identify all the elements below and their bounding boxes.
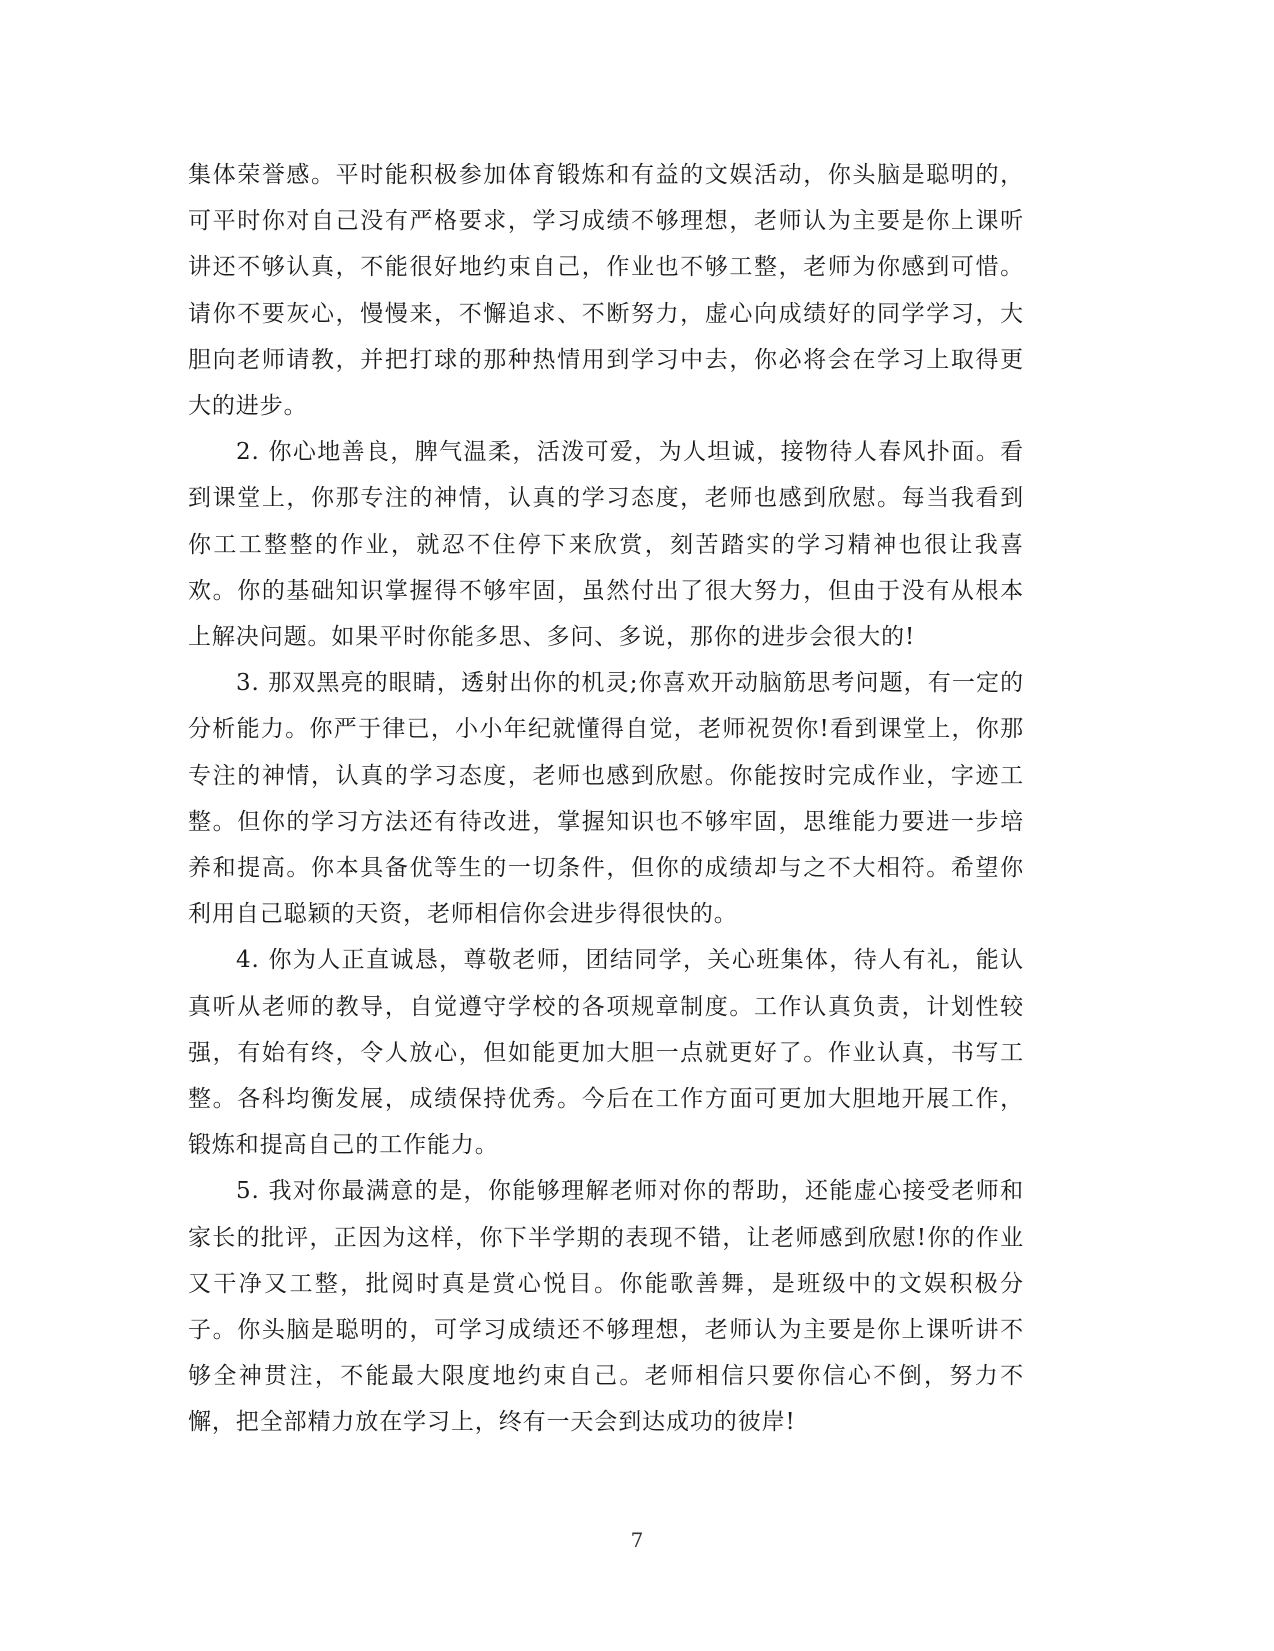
- paragraph-comment-3: 3. 那双黑亮的眼睛，透射出你的机灵;你喜欢开动脑筋思考问题，有一定的分析能力。你严于律已，小小年纪就懂得自觉，老师祝贺你!看到课堂上，你那专注的神情，认真的学习态度，老师也感到欣慰。你能按时完成作业，字迹工整。但你的学习方法还有待改进，掌握知识也不够牢固，思维能力要进一步培养和提高。你本具备优等生的一切条件，但你的成绩却与之不大相符。希望你利用自己聪颖的天资，老师相信你会进步得很快的。: [188, 670, 1024, 928]
- paragraph-comment-4: 4. 你为人正直诚恳，尊敬老师，团结同学，关心班集体，待人有礼，能认真听从老师的教导，自觉遵守学校的各项规章制度。工作认真负责，计划性较强，有始有终，令人放心，但如能更加大胆一点就更好了。作业认真，书写工整。各科均衡发展，成绩保持优秀。今后在工作方面可更加大胆地开展工作，锻炼和提高自己的工作能力。: [188, 947, 1024, 1159]
- document-body: [188, 152, 1024, 1446]
- paragraph-comment-2: 2. 你心地善良，脾气温柔，活泼可爱，为人坦诚，接物待人春风扑面。看到课堂上，你那专注的神情，认真的学习态度，老师也感到欣慰。每当我看到你工工整整的作业，就忍不住停下来欣赏，刻苦踏实的学习精神也很让我喜欢。你的基础知识掌握得不够牢固，虽然付出了很大努力，但由于没有从根本上解决问题。如果平时你能多思、多问、多说，那你的进步会很大的!: [188, 439, 1024, 651]
- page-number: 7: [630, 1528, 644, 1552]
- paragraph-continued: 集体荣誉感。平时能积极参加体育锻炼和有益的文娱活动，你头脑是聪明的，可平时你对自己没有严格要求，学习成绩不够理想，老师认为主要是你上课听讲还不够认真，不能很好地约束自己，作业也不够工整，老师为你感到可惜。请你不要灰心，慢慢来，不懈追求、不断努力，虚心向成绩好的同学学习，大胆向老师请教，并把打球的那种热情用到学习中去，你必将会在学习上取得更大的进步。: [188, 162, 1024, 420]
- paragraph-comment-5: 5. 我对你最满意的是，你能够理解老师对你的帮助，还能虚心接受老师和家长的批评，正因为这样，你下半学期的表现不错，让老师感到欣慰!你的作业又干净又工整，批阅时真是赏心悦目。你能歌善舞，是班级中的文娱积极分子。你头脑是聪明的，可学习成绩还不够理想，老师认为主要是你上课听讲不够全神贯注，不能最大限度地约束自己。老师相信只要你信心不倒，努力不懈，把全部精力放在学习上，终有一天会到达成功的彼岸!: [188, 1178, 1024, 1436]
